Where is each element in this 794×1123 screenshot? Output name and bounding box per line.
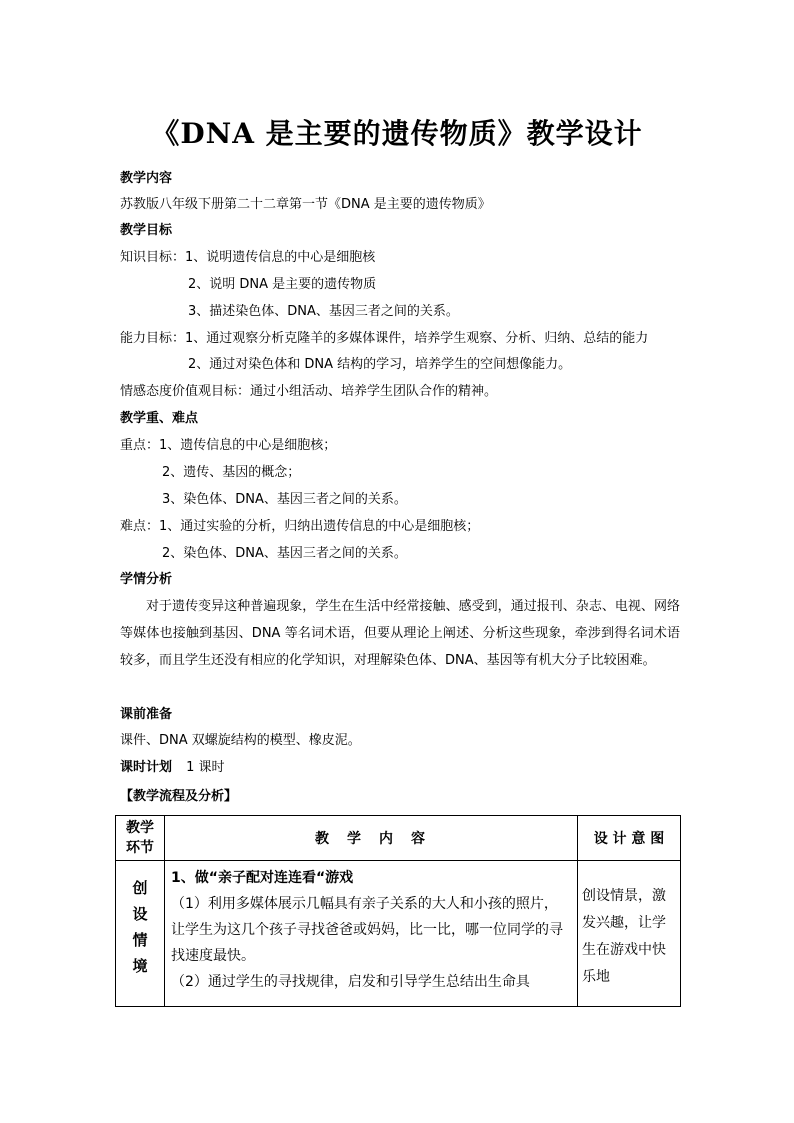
stage-label: 创设情境 <box>132 879 148 975</box>
teaching-flow-table <box>115 815 681 1007</box>
heading-lesson-plan: 课时计划 <box>120 760 173 775</box>
teaching-content-text: 苏教版八年级下册第二十二章第一节《DNA 是主要的遗传物质》 <box>120 197 491 212</box>
heading-student-analysis: 学情分析 <box>120 572 173 587</box>
difficulty-1: 难点：1、通过实验的分析，归纳出遗传信息的中心是细胞核； <box>120 519 480 534</box>
ability-goal-1: 能力目标：1、通过观察分析克隆羊的多媒体课件，培养学生观察、分析、归纳、总结的能力 <box>120 331 649 346</box>
heading-teaching-goals: 教学目标 <box>120 223 173 238</box>
lesson-plan-row <box>120 760 225 776</box>
lesson-plan-text: 1 课时 <box>186 760 225 775</box>
preparation-text: 课件、DNA 双螺旋结构的模型、橡皮泥。 <box>120 733 361 748</box>
heading-teaching-content: 教学内容 <box>120 171 173 186</box>
ability-goal-2: 2、通过对染色体和 DNA 结构的学习，培养学生的空间想像能力。 <box>188 357 572 372</box>
knowledge-goal-1: 知识目标：1、说明遗传信息的中心是细胞核 <box>120 250 376 265</box>
key-point-3: 3、染色体、DNA、基因三者之间的关系。 <box>162 492 407 507</box>
stage-cell <box>116 861 165 1007</box>
difficulty-2: 2、染色体、DNA、基因三者之间的关系。 <box>162 546 407 561</box>
knowledge-goal-2: 2、说明 DNA 是主要的遗传物质 <box>188 277 377 292</box>
intent-cell: 创设情景，激发兴趣，让学生在游戏中快乐地 <box>578 861 681 1007</box>
emotion-goal: 情感态度价值观目标：通过小组活动、培养学生团队合作的精神。 <box>120 384 498 399</box>
table-header-row <box>116 816 681 861</box>
heading-key-points: 教学重、难点 <box>120 411 199 426</box>
header-intent: 设 计 意 图 <box>578 816 681 861</box>
content-cell <box>165 861 578 1007</box>
heading-preparation: 课前准备 <box>120 707 173 722</box>
heading-teaching-flow: 【教学流程及分析】 <box>120 789 238 804</box>
document-title: 《DNA 是主要的遗传物质》教学设计 <box>151 117 643 150</box>
header-content: 教 学 内 容 <box>165 816 578 861</box>
key-point-2: 2、遗传、基因的概念； <box>162 465 301 480</box>
table-row <box>116 861 681 1007</box>
knowledge-goal-3: 3、描述染色体、DNA、基因三者之间的关系。 <box>188 304 459 319</box>
student-analysis-paragraph: 对于遗传变异这种普遍现象，学生在生活中经常接触、感受到，通过报刊、杂志、电视、网络等媒体也接触到基因、DNA 等名词术语，但要从理论上阐述、分析这些现象，牵涉到得名词术语较多，而且学生还没有相应的化学知识，对理解染色体、DNA、基因等有机大分子比较困难。 <box>120 599 680 668</box>
content-paragraph-1: （1）利用多媒体展示几幅具有亲子关系的大人和小孩的照片，让学生为这几个孩子寻找爸爸或妈妈，比一比，哪一位同学的寻找速度最快。 <box>171 896 563 964</box>
header-stage <box>116 816 165 861</box>
key-point-1: 重点：1、遗传信息的中心是细胞核； <box>120 438 337 453</box>
content-title: 1、做“亲子配对连连看“游戏 <box>171 870 354 886</box>
content-paragraph-2: （2）通过学生的寻找规律，启发和引导学生总结出生命具 <box>171 974 530 990</box>
header-stage-label: 教学环节 <box>126 820 154 856</box>
